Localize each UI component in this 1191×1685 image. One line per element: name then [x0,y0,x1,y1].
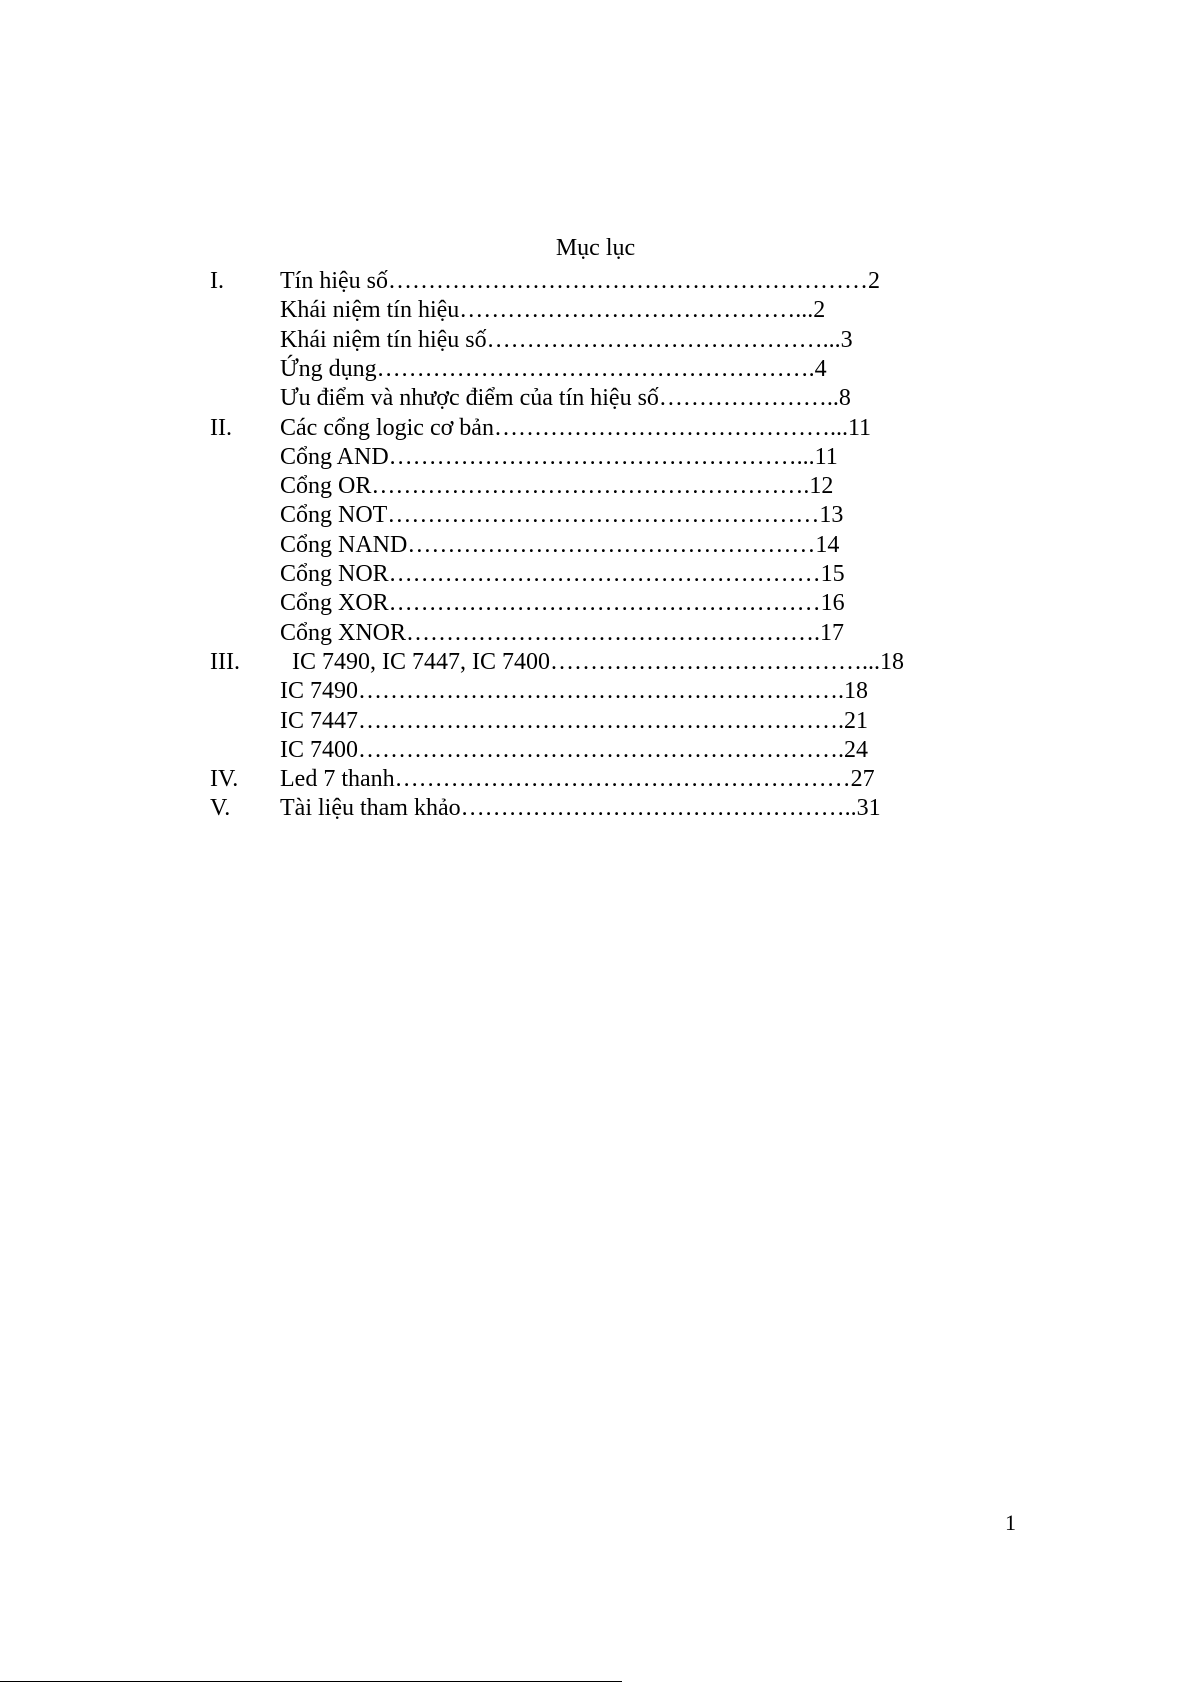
toc-entry [0,530,1191,561]
toc-entry-text: Các cổng logic cơ bản……………………………………...11 [280,414,872,441]
toc-entry-text: Cổng NAND……………………………………………14 [280,531,840,558]
toc-entry [0,706,1191,737]
toc-entry-number: IV. [210,766,239,793]
toc-entry-text: Ưu điểm và nhược điểm của tín hiệu số…………………..8 [280,385,851,412]
toc-entry [0,354,1191,385]
toc-entry-text: Cổng AND……………………………………………...11 [280,443,838,470]
toc-entry [0,471,1191,502]
toc-entry [0,442,1191,473]
toc-entry-text: Cổng XNOR…………………………………………….17 [280,619,845,646]
toc-entry [0,413,1191,444]
toc-entry-text: Cổng OR……………………………………………….12 [280,473,834,500]
toc-entry-text: Khái niệm tín hiệu số……………………………………...3 [280,326,853,353]
toc-entry [0,559,1191,590]
toc-entry [0,793,1191,824]
toc-entry [0,383,1191,414]
toc-entry-number: I. [210,268,224,294]
toc-entry-text: IC 7490…………………………………………………….18 [280,678,868,705]
toc-entry [0,647,1191,678]
toc-entry [0,500,1191,531]
toc-entry [0,735,1191,766]
toc-entry [0,588,1191,619]
toc-entry [0,618,1191,649]
toc-entry-text: Cổng XOR………………………………………………16 [280,590,845,617]
page-number: 1 [1005,1510,1016,1535]
toc-entry-text: Khái niệm tín hiệu……………………………………...2 [280,297,826,324]
toc-entry-text: Cổng NOR………………………………………………15 [280,561,845,587]
toc-entry [0,325,1191,356]
toc-entry-text: IC 7490, IC 7447, IC 7400…………………………………...18 [280,648,904,675]
footer-rule [0,1681,622,1682]
toc-entry [0,295,1191,326]
toc-entry [0,266,1191,297]
toc-entry-text: IC 7400…………………………………………………….24 [280,736,868,763]
toc-entry-text: Tín hiệu số……………………………………………………2 [280,268,880,294]
toc-entry-text: Led 7 thanh…………………………………………………27 [280,766,875,793]
toc-entry [0,676,1191,707]
toc-entry-text: Tài liệu tham khảo…………………………………………..31 [280,795,881,822]
toc-entry [0,764,1191,795]
toc-entry-text: IC 7447…………………………………………………….21 [280,707,868,734]
toc-entry-number: III. [210,648,240,675]
toc-entry-text: Cổng NOT………………………………………………13 [280,502,844,529]
toc-title: Mục lục [555,235,636,261]
toc-entry-number: V. [210,795,231,822]
toc-entry-text: Ứng dụng……………………………………………….4 [280,355,827,382]
toc-entry-number: II. [210,414,232,441]
